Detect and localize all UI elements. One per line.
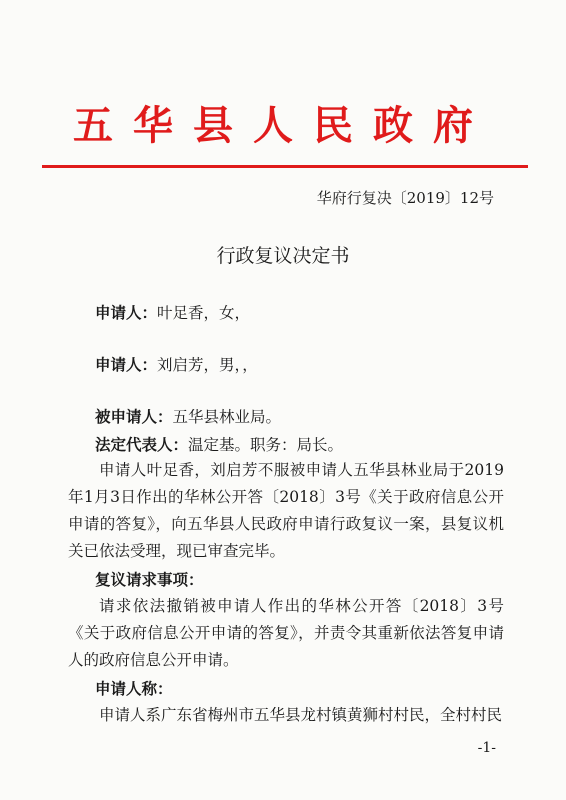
- paragraph-requests: [68, 593, 504, 674]
- legal-rep-label: 法定代表人：: [95, 436, 189, 454]
- applicant-1-line: [95, 302, 250, 324]
- document-title: 行政复议决定书: [216, 245, 350, 267]
- applicant-1-value: 叶足香，女，: [157, 304, 251, 322]
- applicant-2-line: [95, 354, 258, 376]
- respondent-label: 被申请人：: [95, 408, 173, 426]
- paragraph-claims-text: 申请人系广东省梅州市五华县龙村镇黄狮村村民，全村村民: [99, 706, 503, 724]
- header-red-rule: [42, 165, 528, 168]
- org-header-title: 五华县人民政府: [73, 102, 493, 149]
- paragraph-claims: [68, 702, 504, 729]
- paragraph-intro-text: 申请人叶足香，刘启芳不服被申请人五华县林业局于2019年1月3日作出的华林公开答〔2018〕3号《关于政府信息公开申请的答复》，向五华县人民政府申请行政复议一案，县复议机关已依法受理，现已审查完毕。: [68, 461, 504, 560]
- applicant-1-label: 申请人：: [95, 304, 158, 322]
- paragraph-requests-text: 请求依法撤销被申请人作出的华林公开答〔2018〕3号《关于政府信息公开申请的答复》，并责令其重新依法答复申请人的政府信息公开申请。: [68, 597, 504, 669]
- document-number: 华府行复决〔2019〕12号: [316, 189, 494, 207]
- respondent-value: 五华县林业局。: [172, 408, 282, 426]
- section-heading-requests: 复议请求事项：: [95, 571, 204, 589]
- legal-rep-value: 温定基。职务：局长。: [188, 436, 344, 454]
- section-heading-claims: 申请人称：: [95, 680, 173, 698]
- applicant-2-value: 刘启芳，男，，: [157, 356, 258, 374]
- respondent-line: [95, 406, 281, 428]
- page-number: -1-: [477, 740, 496, 756]
- legal-rep-line: [95, 434, 343, 456]
- applicant-2-label: 申请人：: [95, 356, 158, 374]
- paragraph-intro: [68, 457, 504, 565]
